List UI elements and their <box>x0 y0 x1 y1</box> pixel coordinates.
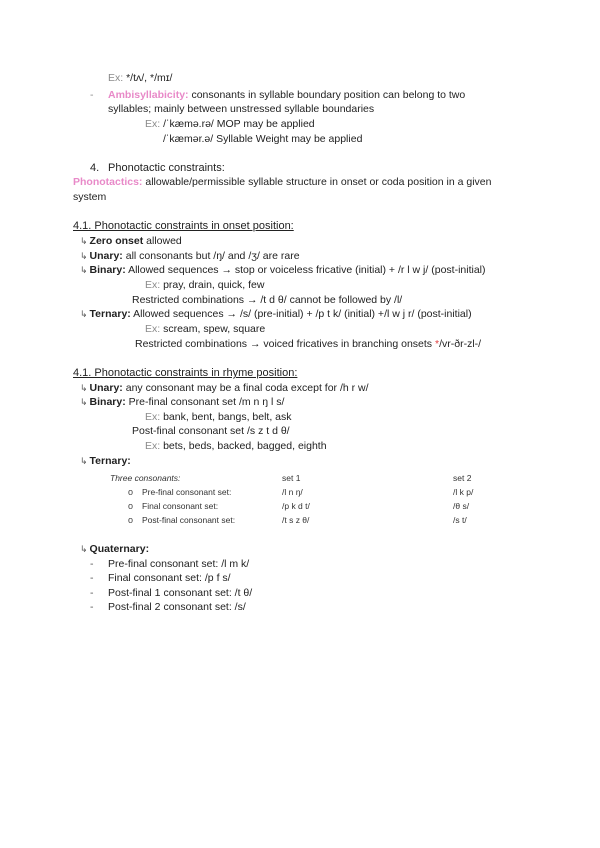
phonotactics-text-1: allowable/permissible syllable structure in onset or coda position in a given <box>142 176 492 188</box>
onset-ternary-example <box>145 322 265 336</box>
table-row-label: Final consonant set: <box>142 501 219 511</box>
table-row <box>128 486 231 499</box>
onset-ternary-ex-text: scream, spew, square <box>160 323 266 335</box>
section-4-heading <box>90 161 225 175</box>
dash-bullet: - <box>90 558 94 570</box>
rhyme-binary-ex1-label: Ex: <box>145 411 161 423</box>
rhyme-ternary-item <box>80 454 131 468</box>
list-item <box>90 586 252 600</box>
phonotactics-label: Phonotactics: <box>73 176 143 188</box>
table-cell-set2: /l k p/ <box>453 487 474 497</box>
onset-ternary-restricted-end: /vr-ðr-zl-/ <box>439 338 482 350</box>
quaternary-item-text: Final consonant set: /p f s/ <box>108 572 231 584</box>
ambisyllabicity-line-1 <box>90 88 465 102</box>
onset-binary-ex-label: Ex: <box>145 279 161 291</box>
sub-arrow-icon: ↳ <box>80 251 88 261</box>
rhyme-quaternary-label: Quaternary: <box>89 543 150 555</box>
rhyme-quaternary-item <box>80 542 149 556</box>
onset-binary-example <box>145 278 264 292</box>
sub-arrow-icon: ↳ <box>80 544 88 554</box>
onset-binary-label: Binary: <box>89 264 126 276</box>
table-row-label: Post-final consonant set: <box>142 515 236 525</box>
dash-bullet: - <box>90 587 94 599</box>
onset-ternary-item <box>80 307 472 321</box>
onset-unary-text: all consonants but /ŋ/ and /ʒ/ are rare <box>122 250 300 262</box>
rhyme-heading: 4.1. Phonotactic constraints in rhyme position: <box>73 367 298 379</box>
onset-unary-item <box>80 249 300 263</box>
section-4-title: Phonotactic constraints: <box>108 162 225 174</box>
table-cell-set1: /p k d t/ <box>282 501 310 511</box>
sub-arrow-icon: ↳ <box>80 309 88 319</box>
intro-ex-label: Ex: <box>108 72 124 84</box>
table-row <box>128 514 235 527</box>
onset-heading: 4.1. Phonotactic constraints in onset position: <box>73 220 294 232</box>
onset-binary-restricted: Restricted combinations → /t d θ/ cannot be followed by /l/ <box>132 294 403 306</box>
onset-zero-item <box>80 234 182 248</box>
phonotactics-definition-1 <box>73 175 491 189</box>
intro-example-line <box>108 71 172 85</box>
sub-arrow-icon: ↳ <box>80 397 88 407</box>
onset-binary-item <box>80 263 486 277</box>
ambisyllabicity-text-1: consonants in syllable boundary position can belong to two <box>188 89 466 101</box>
rhyme-unary-label: Unary: <box>89 382 123 394</box>
ambi-ex-label: Ex: <box>145 118 161 130</box>
rhyme-binary-item <box>80 395 284 409</box>
dash-bullet: - <box>90 572 94 584</box>
onset-binary-ex-text: pray, drain, quick, few <box>160 279 265 291</box>
table-cell-set2: /θ s/ <box>453 501 470 511</box>
quaternary-item-text: Post-final 1 consonant set: /t θ/ <box>108 587 253 599</box>
rhyme-binary-example-2 <box>145 439 327 453</box>
sub-arrow-icon: ↳ <box>80 265 88 275</box>
rhyme-binary-example-1 <box>145 410 292 424</box>
ambisyllabicity-example-1 <box>145 117 315 131</box>
table-col-set1: set 1 <box>282 473 301 483</box>
dash-bullet: - <box>90 89 94 101</box>
sub-arrow-icon: ↳ <box>80 236 88 246</box>
ambisyllabicity-line-2: syllables; mainly between unstressed syllable boundaries <box>108 103 375 115</box>
list-item <box>90 600 246 614</box>
dash-bullet: - <box>90 601 94 613</box>
rhyme-binary-ex2-label: Ex: <box>145 440 161 452</box>
rhyme-binary-label: Binary: <box>89 396 126 408</box>
onset-ternary-restricted <box>135 337 481 351</box>
ambisyllabicity-label: Ambisyllabicity: <box>108 89 189 101</box>
table-col-set2: set 2 <box>453 473 472 483</box>
intro-ex-text: */tʌ/, */mɪ/ <box>123 72 173 84</box>
rhyme-binary-text: Pre-final consonant set /m n ŋ l s/ <box>125 396 285 408</box>
onset-ternary-label: Ternary: <box>89 308 131 320</box>
table-header-label: Three consonants: <box>110 473 181 483</box>
onset-ternary-text: Allowed sequences → /s/ (pre-initial) + /p t k/ (initial) +/l w j r/ (post-initial) <box>130 308 472 320</box>
circle-bullet-icon: o <box>128 501 134 511</box>
zero-onset-label: Zero onset <box>89 235 144 247</box>
rhyme-unary-text: any consonant may be a final coda except for /h r w/ <box>122 382 369 394</box>
sub-arrow-icon: ↳ <box>80 456 88 466</box>
ungrammatical-asterisk: * <box>434 338 440 350</box>
onset-binary-text: Allowed sequences → stop or voiceless fricative (initial) + /r l w j/ (post-initial) <box>125 264 486 276</box>
onset-unary-label: Unary: <box>89 250 123 262</box>
quaternary-item-text: Post-final 2 consonant set: /s/ <box>108 601 246 613</box>
ambi-ex-text: /ˈkæmə.rə/ MOP may be applied <box>160 118 315 130</box>
table-cell-set1: /t s z θ/ <box>282 515 310 525</box>
rhyme-binary-post: Post-final consonant set /s z t d θ/ <box>132 425 290 437</box>
ambisyllabicity-example-2: /ˈkæmər.ə/ Syllable Weight may be applied <box>163 133 363 145</box>
quaternary-item-text: Pre-final consonant set: /l m k/ <box>108 558 250 570</box>
circle-bullet-icon: o <box>128 515 134 525</box>
circle-bullet-icon: o <box>128 487 134 497</box>
list-item <box>90 571 231 585</box>
table-row-label: Pre-final consonant set: <box>142 487 232 497</box>
list-item <box>90 557 249 571</box>
rhyme-unary-item <box>80 381 369 395</box>
phonotactics-definition-2: system <box>73 191 107 203</box>
onset-ternary-restricted-text: Restricted combinations → voiced fricatives in branching onsets <box>135 338 435 350</box>
onset-ternary-ex-label: Ex: <box>145 323 161 335</box>
table-cell-set2: /s t/ <box>453 515 467 525</box>
rhyme-ternary-label: Ternary: <box>89 455 131 467</box>
rhyme-binary-ex1-text: bank, bent, bangs, belt, ask <box>160 411 292 423</box>
section-4-number: 4. <box>90 162 100 174</box>
sub-arrow-icon: ↳ <box>80 383 88 393</box>
table-cell-set1: /l n ŋ/ <box>282 487 303 497</box>
rhyme-binary-ex2-text: bets, beds, backed, bagged, eighth <box>160 440 327 452</box>
zero-onset-text: allowed <box>143 235 182 247</box>
table-row <box>128 500 218 513</box>
